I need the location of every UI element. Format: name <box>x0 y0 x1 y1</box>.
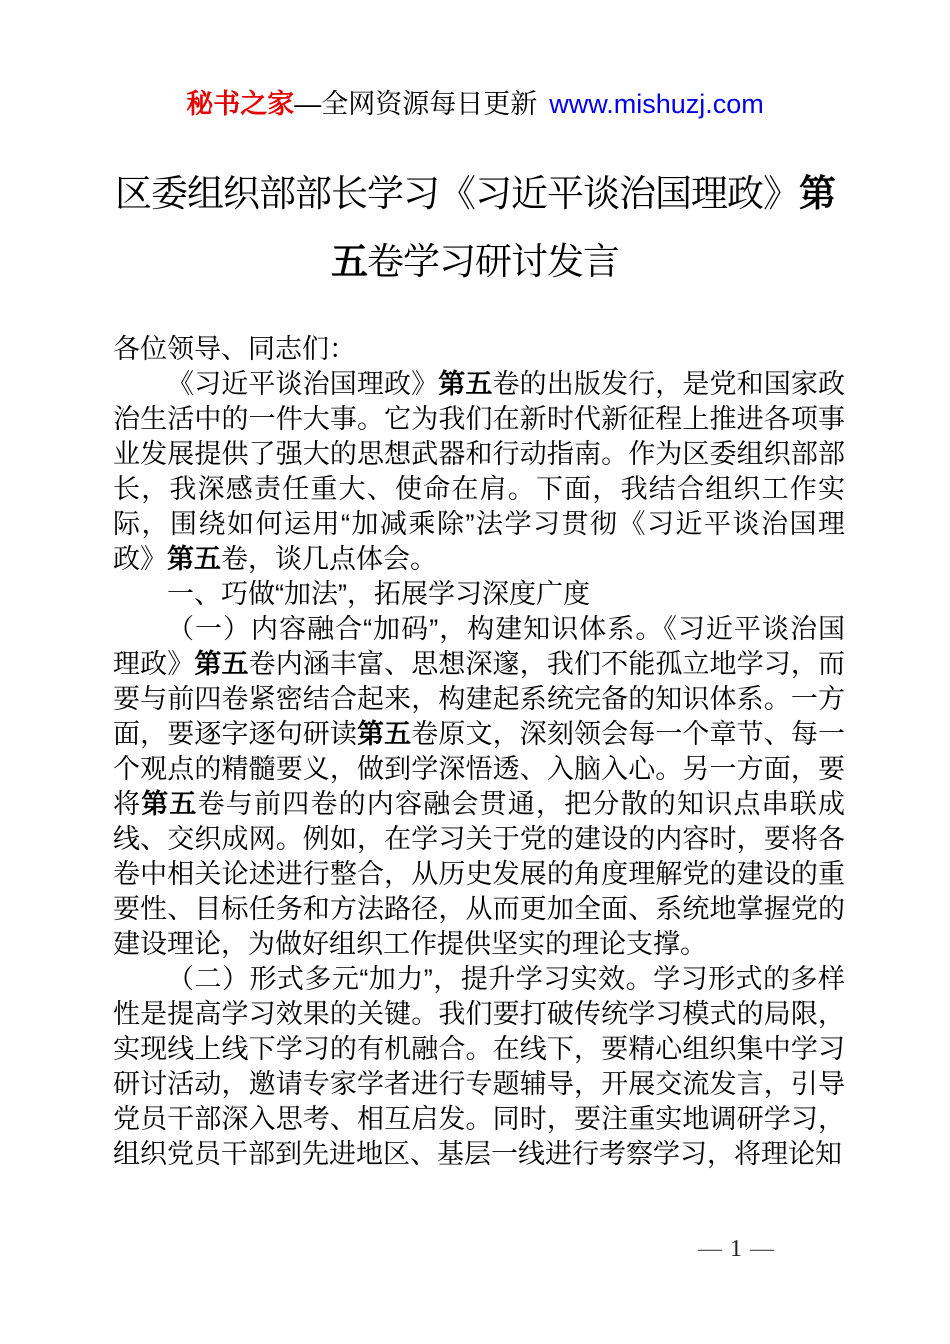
site-tagline: 全网资源每日更新 <box>321 89 538 119</box>
text-run: 《习近平谈治国理政》 <box>167 369 439 399</box>
bold-text-run: 第五 <box>194 649 249 679</box>
page-number-dash-left: — <box>698 1236 723 1262</box>
page-number-dash-right: — <box>750 1236 775 1262</box>
document-title <box>105 160 845 296</box>
page-number-value: 1 <box>730 1236 743 1262</box>
text-run: 卷的出版发行，是党和国家政治生活中的一件大事。它为我们在新时代新征程上推进各项事业发展提供了强大的思想武器和行动指南。作为区委组织部部长，我深感责任重大、使命在肩。下面，我结合组织工作实际，围绕如何运用“加减乘除”法学习贯彻《习近平谈治国理政》 <box>113 369 845 574</box>
paragraph-1-1 <box>113 612 845 962</box>
bold-text-run: 第五 <box>167 544 221 574</box>
text-run: 卷，谈几点体会。 <box>221 544 437 574</box>
text-run: （一）内容融合“加码”，构建知识体系。《习近平谈治国理政》 <box>113 614 845 679</box>
salutation <box>113 332 845 367</box>
page-number <box>698 1236 775 1263</box>
text-run: 卷与前四卷的内容融会贯通，把分散的知识点串联成线、交织成网。例如，在学习关于党的建设的内容时，要将各卷中相关论述进行整合，从历史发展的角度理解党的建设的重要性、目标任务和方法路径，从而更加全面、系统地掌握党的建设理论，为做好组织工作提供坚实的理论支撑。 <box>113 789 846 959</box>
bold-text-run: 第五 <box>438 369 493 399</box>
document-body <box>113 332 845 1172</box>
paragraph-1-2 <box>113 962 845 1172</box>
heading-section-1 <box>113 577 845 612</box>
site-url-link[interactable]: www.mishuzj.com <box>549 89 764 119</box>
paragraph-intro <box>113 367 845 577</box>
bold-text-run: 第五 <box>357 719 412 749</box>
text-run: 各位领导、同志们： <box>113 334 356 364</box>
text-run: 区委组织部部长学习《习近平谈治国理政》 <box>115 173 799 214</box>
site-header <box>0 0 950 120</box>
bold-text-run: 第五 <box>141 789 198 819</box>
bold-text-run: 第五 <box>331 173 835 282</box>
text-run: 卷学习研讨发言 <box>367 241 619 282</box>
header-separator: — <box>294 89 322 119</box>
site-brand: 秘书之家 <box>186 89 295 119</box>
text-run: 卷内涵丰富、思想深邃，我们不能孤立地学习，而要与前四卷紧密结合起来，构建起系统完备的知识体系。一方面，要逐字逐句研读 <box>113 649 846 749</box>
text-run: （二）形式多元“加力”，提升学习实效。学习形式的多样性是提高学习效果的关键。我们要打破传统学习模式的局限，实现线上线下学习的有机融合。在线下，要精心组织集中学习研讨活动，邀请专家学者进行专题辅导，开展交流发言，引导党员干部深入思考、相互启发。同时，要注重实地调研学习，组织党员干部到先进地区、基层一线进行考察学习，将理论知 <box>113 964 845 1169</box>
text-run: 一、巧做“加法”，拓展学习深度广度 <box>167 579 590 609</box>
text-run: 卷原文，深刻领会每一个章节、每一个观点的精髓要义，做到学深悟透、入脑入心。另一方面，要将 <box>113 719 846 819</box>
